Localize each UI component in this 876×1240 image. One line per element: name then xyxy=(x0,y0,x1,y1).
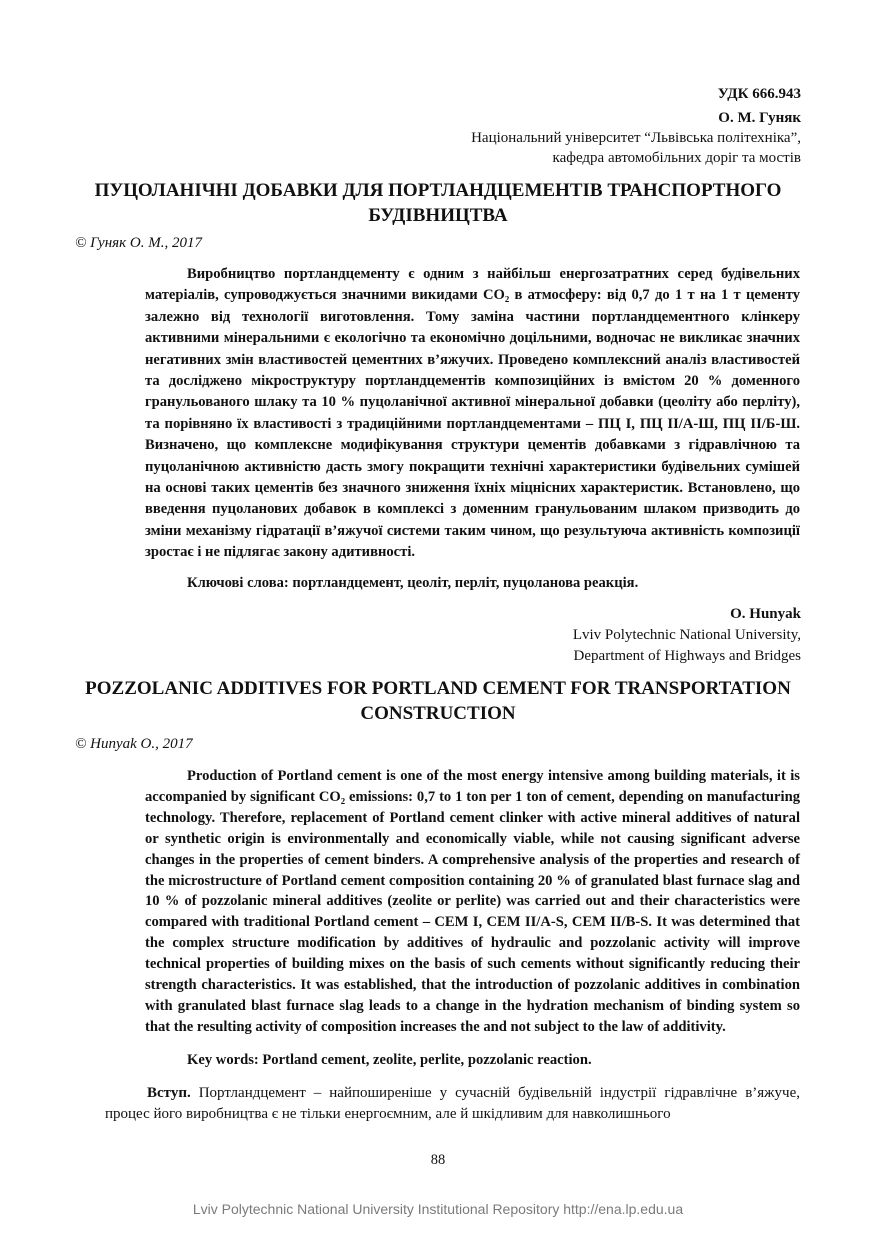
copyright-uk: © Гуняк О. М., 2017 xyxy=(75,235,202,251)
page-number: 88 xyxy=(430,1152,446,1168)
introduction-text: Портландцемент – найпоширеніше у сучасній будівельній індустрії гідравлічне в’яжуче, процес його виробництва є не тільки енергоємним, але й шкідливим для навколишнього xyxy=(105,1085,800,1122)
abstract-uk: Виробництво портландцементу є одним з найбільш енергозатратних серед будівельних матеріалів, супроводжується значними викидами CO₂ в атмосферу: від 0,7 до 1 т на 1 т цементу залежно від технології виготовлення. Тому заміна частини портландцементного клінкеру активними мінеральними є екологічно та економічно доцільними, водночас не викликає значних негативних змін властивостей цементних в’яжучих. Проведено комплексний аналіз властивостей та досліджено мікроструктуру портландцементів композиційних із вмістом 20 % доменного гранульованого шлаку та 10 % пуцоланічної активної мінеральної добавки (цеоліту або перліту), та порівняно їх властивості з традиційними портландцементами – ПЦ І, ПЦ ІІ/А-Ш, ПЦ ІІ/Б-Ш. Визначено, що комплексне модифікування структури цементів добавками з гідравлічною та пуцоланічною активністю дасть змогу покращити технічні характеристики будівельних сумішей на основі таких цементів без значного зниження їхніх міцнісних характеристик. Встановлено, що введення пуцоланових добавок в комплексі з доменним гранульованим шлаком призводить до зміни механізму гідратації в’яжучої системи таким чином, що результуюча активність композиції зростає і не підлягає закону адитивності. xyxy=(145,266,800,561)
author-uk: О. М. Гуняк xyxy=(718,110,801,126)
author-en: O. Hunyak xyxy=(730,606,801,622)
affiliation-en-line1: Lviv Polytechnic National University, xyxy=(572,627,801,643)
title-en: POZZOLANIC ADDITIVES FOR PORTLAND CEMENT FOR TRANSPORTATION CONSTRUCTION xyxy=(85,678,791,724)
affiliation-uk-line2: кафедра автомобільних доріг та мостів xyxy=(552,150,801,166)
affiliation-uk-line1: Національний університет “Львівська політехніка”, xyxy=(471,130,801,146)
udk-code: УДК 666.943 xyxy=(717,86,801,102)
title-uk: ПУЦОЛАНІЧНІ ДОБАВКИ ДЛЯ ПОРТЛАНДЦЕМЕНТІВ ТРАНСПОРТНОГО БУДІВНИЦТВА xyxy=(94,180,782,226)
affiliation-en-line2: Department of Highways and Bridges xyxy=(573,648,801,664)
repository-footer[interactable]: Lviv Polytechnic National University Institutional Repository http://ena.lp.edu.ua xyxy=(192,1201,684,1217)
introduction-label: Вступ. xyxy=(147,1085,191,1101)
abstract-en: Production of Portland cement is one of the most energy intensive among building materials, it is accompanied by significant CO₂ emissions: 0,7 to 1 ton per 1 ton of cement, depending on manufacturing technology. Therefore, replacement of Portland cement clinker with active mineral additives of natural or synthetic origin is environmentally and economically viable, while not causing significant adverse changes in the properties of cement binders. A comprehensive analysis of the properties and research of the microstructure of Portland cement composition containing 20 % of granulated blast furnace slag and 10 % of pozzolanic mineral additives (zeolite or perlite) was carried out and their characteristics were compared with traditional Portland cement – CEM I, CEM II/A-S, CEM II/B-S. It was determined that the complex structure modification by additives of hydraulic and pozzolanic activity will improve technical properties of building mixes on the basis of such cements without significantly reducing their strength characteristics. It was established, that the introduction of pozzolanic additives in combination with granulated blast furnace slag leads to a change in the hydration mechanism of binding system so that the resulting activity of composition increases the and not subject to the law of additivity. xyxy=(145,768,800,1035)
introduction-paragraph xyxy=(105,1083,800,1125)
copyright-en: © Hunyak O., 2017 xyxy=(75,736,193,752)
keywords-uk: Ключові слова: портландцемент, цеоліт, перліт, пуцоланова реакція. xyxy=(187,575,639,591)
keywords-en: Key words: Portland cement, zeolite, perlite, pozzolanic reaction. xyxy=(187,1052,592,1068)
